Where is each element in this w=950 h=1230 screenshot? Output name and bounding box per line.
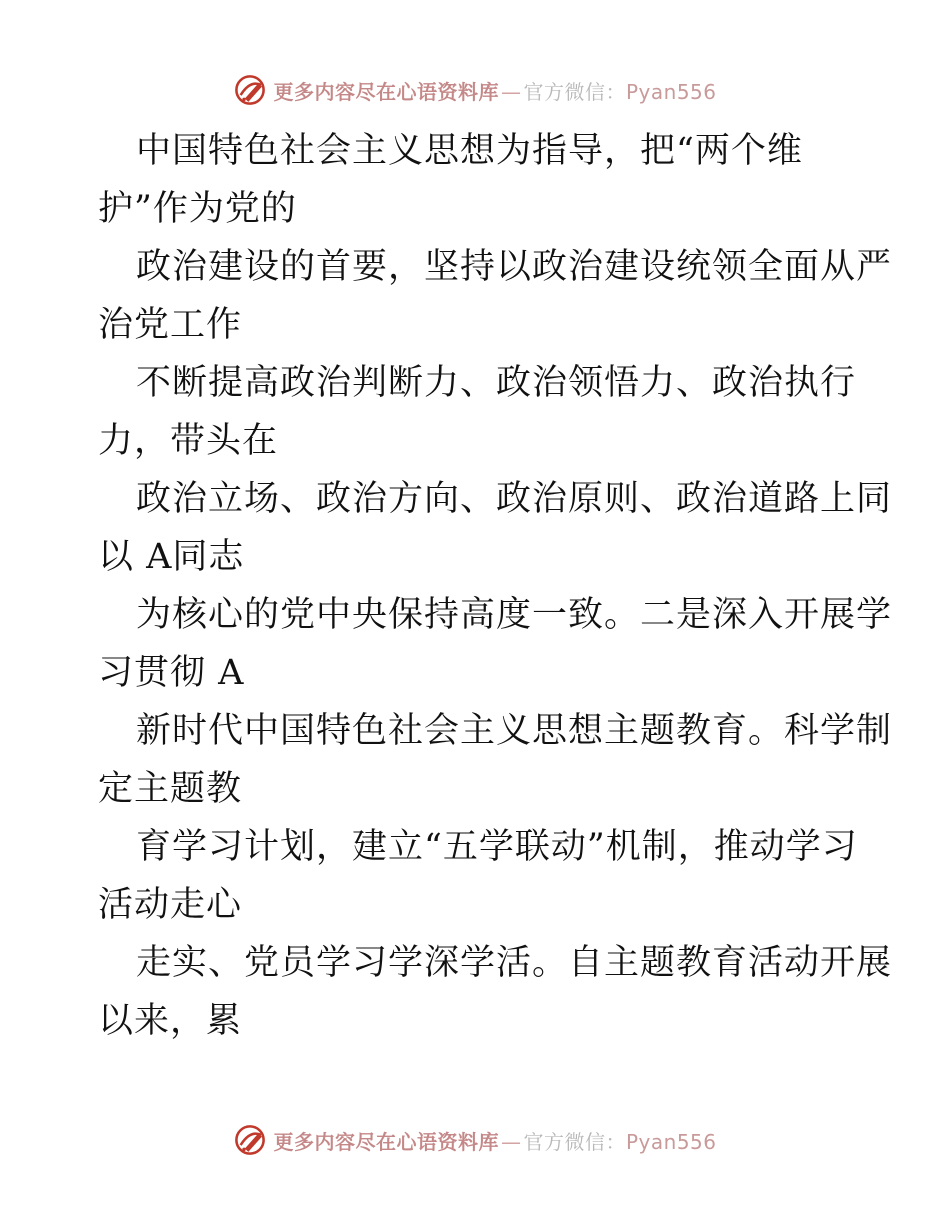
banner-dash: — (500, 1129, 522, 1154)
pen-logo-icon (233, 73, 267, 107)
banner-text (273, 1126, 716, 1155)
pen-logo-icon (233, 1123, 267, 1157)
banner-wechat-id: Pyan556 (625, 79, 717, 104)
text-line: 以 A同志 (98, 537, 245, 577)
text-line: 以来，累 (98, 1001, 243, 1041)
text-line: 中国特色社会主义思想为指导，把“两个维 (136, 131, 803, 171)
banner-wechat-label: 官方微信： (523, 1129, 626, 1154)
header-banner (0, 70, 950, 110)
text-line: 为核心的党中央保持高度一致。二是深入开展学 (136, 595, 893, 635)
text-line: 政治立场、政治方向、政治原则、政治道路上同 (136, 479, 893, 519)
text-line: 走实、党员学习学深学活。自主题教育活动开展 (136, 943, 893, 983)
banner-wechat-label: 官方微信： (523, 79, 626, 104)
banner-dash: — (500, 79, 522, 104)
text-line: 护”作为党的 (98, 189, 297, 229)
text-line: 习贯彻 A (98, 653, 245, 693)
text-line: 定主题教 (98, 769, 243, 809)
text-line: 政治建设的首要，坚持以政治建设统领全面从严 (136, 247, 893, 287)
banner-wechat-id: Pyan556 (625, 1129, 717, 1154)
banner-brand-text: 更多内容尽在心语资料库 (273, 79, 499, 104)
text-line: 新时代中国特色社会主义思想主题教育。科学制 (136, 711, 893, 751)
text-line: 不断提高政治判断力、政治领悟力、政治执行 (136, 363, 857, 403)
banner-text (273, 76, 716, 105)
banner-brand-text: 更多内容尽在心语资料库 (273, 1129, 499, 1154)
document-body (98, 122, 893, 1050)
text-line: 力，带头在 (98, 421, 279, 461)
text-line: 育学习计划，建立“五学联动”机制，推动学习 (136, 827, 858, 867)
text-line: 活动走心 (98, 885, 243, 925)
footer-banner (0, 1120, 950, 1160)
text-line: 治党工作 (98, 305, 243, 345)
